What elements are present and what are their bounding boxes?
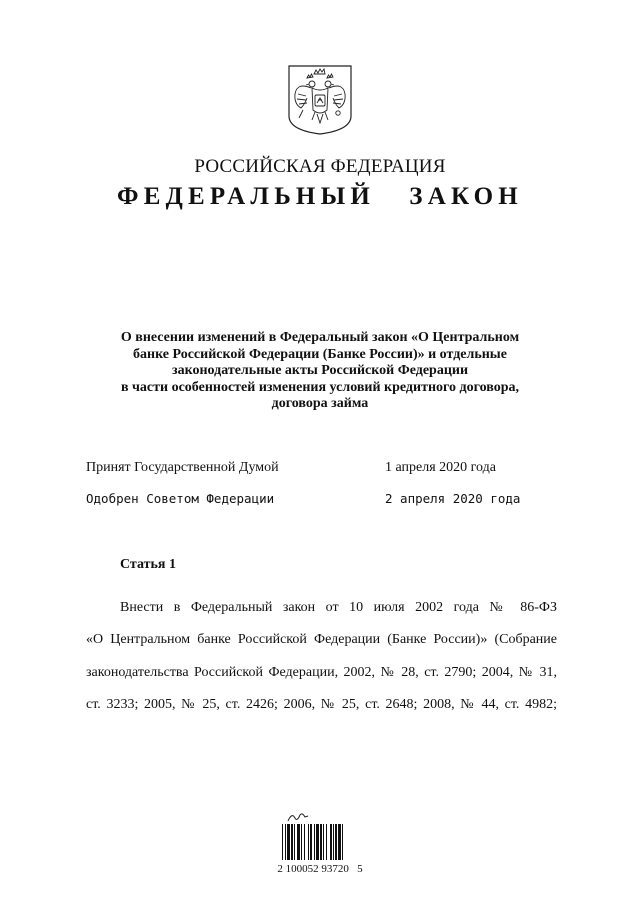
council-approval-label: Одобрен Советом Федерации [86,491,275,506]
coat-of-arms-emblem-icon [287,64,353,136]
barcode-bar [333,824,334,860]
barcode-bar [326,824,327,860]
article-text-line: ст. 3233; 2005, № 25, ст. 2426; 2006, № 25, ст. 2648; 2008, № 44, ст. 4982; [86,697,557,712]
law-title-line: законодательные акты Российской Федерации [171,363,469,378]
barcode-bar [310,824,312,860]
law-title-line: в части особенностей изменения условий кредитного договора, [120,379,520,395]
country-heading: РОССИЙСКАЯ ФЕДЕРАЦИЯ [194,156,446,177]
duma-adoption-label: Принят Государственной Думой [86,460,279,475]
barcode-bar [282,824,283,860]
barcode-number: 2 100052 93720 5 [277,863,363,875]
barcode-icon [282,824,362,860]
barcode-bar [285,824,286,860]
law-title-line: договора займа [271,396,369,411]
barcode-bar [301,824,302,860]
barcode-block [270,810,370,890]
document-type-heading: ФЕДЕРАЛЬНЫЙ ЗАКОН [117,183,523,210]
barcode-bar [314,824,315,860]
barcode-bar [330,824,332,860]
barcode-bar [297,824,300,860]
article-text-line: «О Центральном банке Российской Федерации (Банке России)» (Собрание [86,632,557,647]
law-title [80,330,560,413]
barcode-bar [323,824,324,860]
article-heading: Статья 1 [120,557,176,572]
article-text-line: Внести в Федеральный закон от 10 июля 2002 года № 86-ФЗ [120,600,557,615]
law-title-line: О внесении изменений в Федеральный закон «О Центральном [120,330,520,345]
barcode-bar [342,824,343,860]
signature-mark-icon [286,810,310,824]
barcode-bar [316,824,319,860]
barcode-bar [304,824,305,860]
barcode-bar [287,824,290,860]
barcode-bar [338,824,341,860]
council-approval-date: 2 апреля 2020 года [385,491,521,506]
barcode-bar [291,824,293,860]
law-title-line: банке Российской Федерации (Банке России)» и отдельные [133,346,507,362]
barcode-bar [294,824,295,860]
barcode-bar [335,824,337,860]
duma-adoption-date: 1 апреля 2020 года [385,460,496,475]
article-text-line: законодательства Российской Федерации, 2002, № 28, ст. 2790; 2004, № 31, [86,665,557,680]
barcode-bar [320,824,322,860]
barcode-bar [308,824,309,860]
